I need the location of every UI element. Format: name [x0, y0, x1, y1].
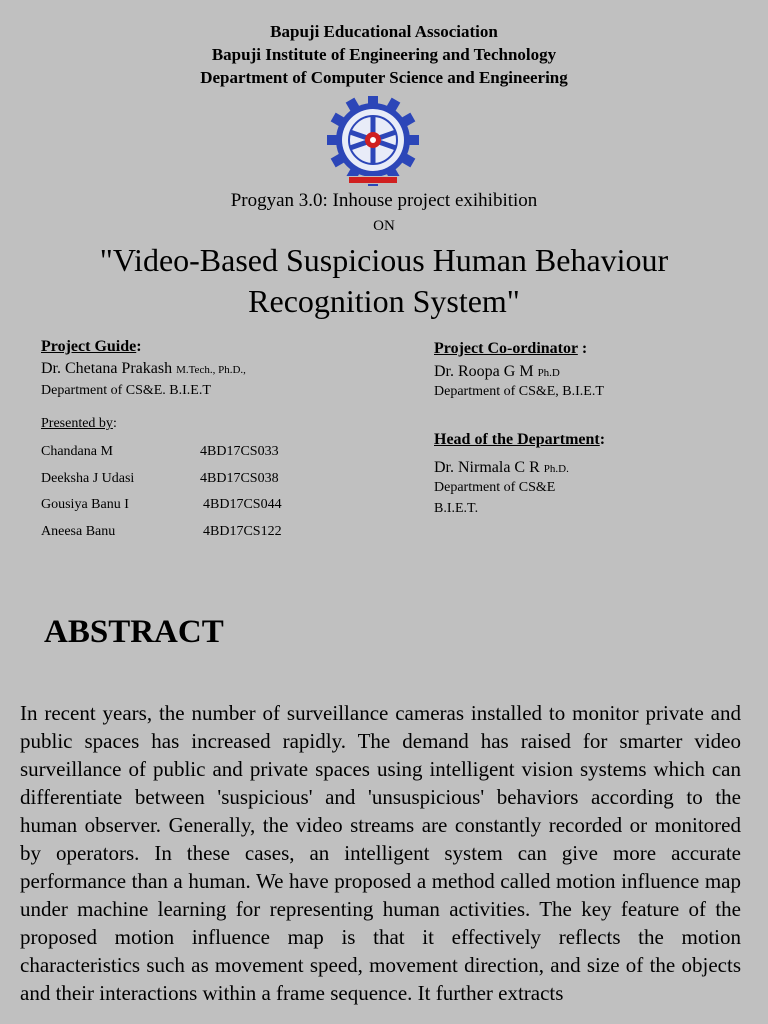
- student-name: Aneesa Banu: [41, 524, 116, 539]
- hod-institute: B.I.E.T.: [434, 501, 479, 516]
- presented-heading: Presented by:: [41, 416, 117, 431]
- project-title-line2: Recognition System": [248, 283, 520, 319]
- guide-dept: Department of CS&E. B.I.E.T: [41, 383, 211, 398]
- coordinator-heading: Project Co-ordinator :: [434, 340, 588, 357]
- institute-name: Bapuji Institute of Engineering and Technology: [211, 45, 557, 64]
- coordinator-dept: Department of CS&E, B.I.E.T: [434, 384, 604, 399]
- guide-name: Dr. Chetana Prakash M.Tech., Ph.D.,: [41, 360, 246, 377]
- hod-dept: Department of CS&E: [434, 480, 556, 495]
- student-name: Chandana M: [41, 444, 113, 459]
- student-name: Deeksha J Udasi: [41, 471, 135, 486]
- association-name: Bapuji Educational Association: [270, 22, 498, 41]
- hod-heading: Head of the Department:: [434, 431, 606, 448]
- student-usn: 4BD17CS038: [200, 471, 279, 486]
- guide-heading: Project Guide:: [41, 338, 142, 355]
- abstract-heading: ABSTRACT: [44, 614, 224, 650]
- student-name: Gousiya Banu I: [41, 497, 129, 512]
- institute-logo: [319, 96, 427, 186]
- event-line: Progyan 3.0: Inhouse project exihibition: [230, 190, 538, 211]
- student-usn: 4BD17CS122: [203, 524, 282, 539]
- project-title-line1: "Video-Based Suspicious Human Behaviour: [99, 242, 669, 278]
- student-usn: 4BD17CS044: [203, 497, 282, 512]
- student-usn: 4BD17CS033: [200, 444, 279, 459]
- department-name: Department of Computer Science and Engineering: [200, 68, 568, 87]
- abstract-body: In recent years, the number of surveillance cameras installed to monitor private and public spaces has increased rapidly. The demand has raised for smarter video surveillance of public and private spaces using intelligent vision systems which can differentiate between 'suspicious' and 'unsuspicious' behaviors according to the human observer. Generally, the video streams are constantly recorded or monitored by operators. In these cases, an intelligent system can give more accurate performance than a human. We have proposed a method called motion influence map under machine learning for representing human activities. The key feature of the proposed motion influence map is that it effectively reflects the motion characteristics such as movement speed, movement direction, and size of the objects and their interactions within a frame sequence. It further extracts: [20, 701, 741, 1005]
- coordinator-name: Dr. Roopa G M Ph.D: [434, 363, 560, 380]
- event-on: ON: [373, 218, 395, 234]
- gear-emblem-icon: [319, 96, 427, 186]
- hod-name: Dr. Nirmala C R Ph.D.: [434, 459, 569, 476]
